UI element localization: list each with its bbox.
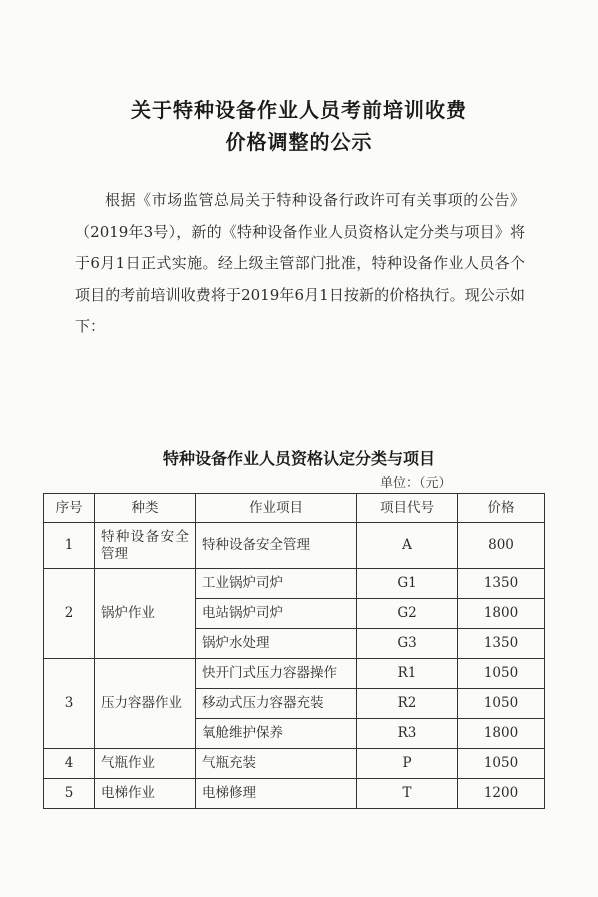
- row-code: G2: [357, 599, 458, 629]
- row-item: 工业锅炉司炉: [196, 569, 357, 599]
- row-item: 氧舱维护保养: [196, 719, 357, 749]
- row-price: 1800: [458, 719, 545, 749]
- table-header-row: [44, 494, 545, 523]
- row-price: 1050: [458, 689, 545, 719]
- row-price: 1350: [458, 629, 545, 659]
- row-price: 800: [458, 523, 545, 569]
- row-code: R2: [357, 689, 458, 719]
- unit-label: 单位：（元）: [380, 476, 452, 491]
- row-no: 4: [44, 749, 95, 779]
- row-no: 1: [44, 523, 95, 569]
- row-no: 3: [44, 659, 95, 749]
- table-row: [44, 569, 545, 599]
- row-code: R3: [357, 719, 458, 749]
- row-price: 1200: [458, 779, 545, 809]
- row-price: 1800: [458, 599, 545, 629]
- body-paragraph: 根据《市场监管总局关于特种设备行政许可有关事项的公告》（2019年3号），新的《特种设备作业人员资格认定分类与项目》将于6月1日正式实施。经上级主管部门批准，特种设备作业人员各个项目的考前培训收费将于2019年6月1日按新的价格执行。现公示如下：: [75, 191, 525, 335]
- row-item: 电梯修理: [196, 779, 357, 809]
- table-row: [44, 779, 545, 809]
- row-item: 特种设备安全管理: [196, 523, 357, 569]
- row-no: 5: [44, 779, 95, 809]
- table-title: 特种设备作业人员资格认定分类与项目: [162, 449, 435, 468]
- row-item: 电站锅炉司炉: [196, 599, 357, 629]
- document-title-line2: 价格调整的公示: [225, 130, 373, 154]
- header-item: 作业项目: [196, 494, 357, 523]
- table-row: [44, 659, 545, 689]
- header-no: 序号: [44, 494, 95, 523]
- price-table: [43, 493, 545, 809]
- row-item: 锅炉水处理: [196, 629, 357, 659]
- header-price: 价格: [458, 494, 545, 523]
- row-code: P: [357, 749, 458, 779]
- row-item: 气瓶充装: [196, 749, 357, 779]
- row-price: 1050: [458, 659, 545, 689]
- table-row: [44, 523, 545, 569]
- row-item: 移动式压力容器充装: [196, 689, 357, 719]
- row-code: A: [357, 523, 458, 569]
- row-category: 气瓶作业: [95, 749, 196, 779]
- row-no: 2: [44, 569, 95, 659]
- row-category: 特种设备安全管理: [95, 523, 196, 569]
- row-code: T: [357, 779, 458, 809]
- document-title-line1: 关于特种设备作业人员考前培训收费: [131, 98, 467, 122]
- row-price: 1350: [458, 569, 545, 599]
- header-category: 种类: [95, 494, 196, 523]
- row-category: 电梯作业: [95, 779, 196, 809]
- header-code: 项目代号: [357, 494, 458, 523]
- row-code: R1: [357, 659, 458, 689]
- table-row: [44, 749, 545, 779]
- row-price: 1050: [458, 749, 545, 779]
- row-item: 快开门式压力容器操作: [196, 659, 357, 689]
- row-code: G1: [357, 569, 458, 599]
- row-category: 锅炉作业: [95, 569, 196, 659]
- row-category: 压力容器作业: [95, 659, 196, 749]
- row-code: G3: [357, 629, 458, 659]
